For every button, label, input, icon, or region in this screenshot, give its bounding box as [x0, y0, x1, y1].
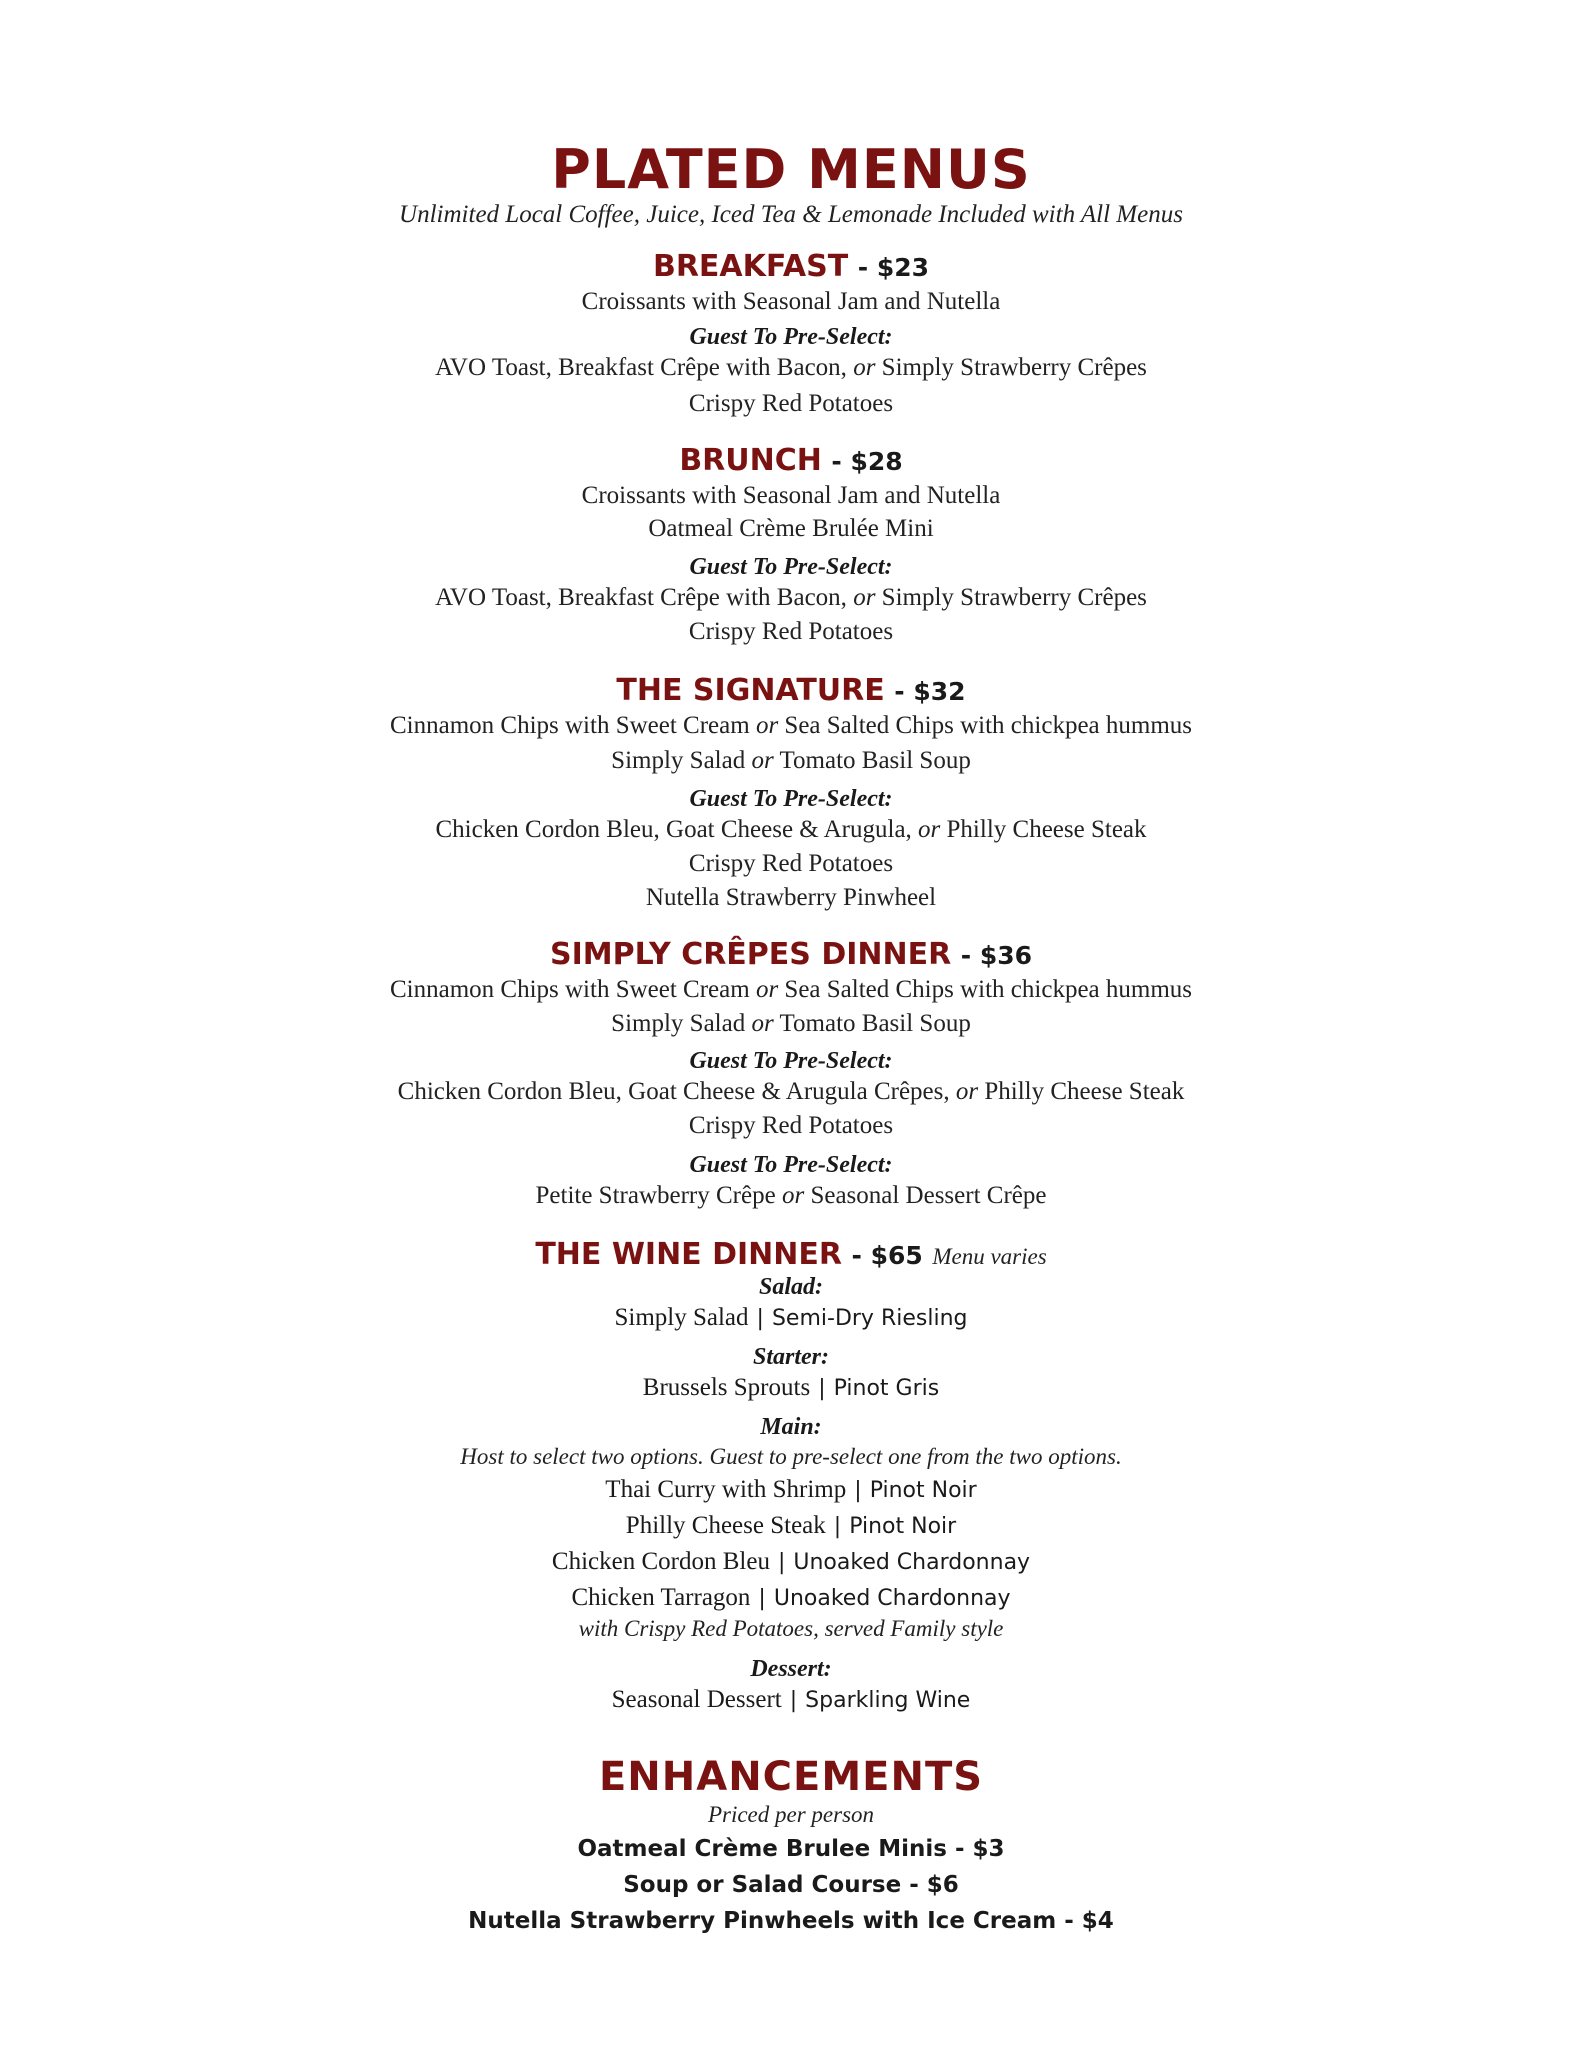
wine-main4-food: Chicken Tarragon — [571, 1584, 751, 1611]
wine-family-note: with Crispy Red Potatoes, served Family style — [578, 1616, 1004, 1641]
wine-main1-food: Thai Curry with Shrimp — [605, 1476, 847, 1503]
wine-dinner-name: THE WINE DINNER — [535, 1237, 842, 1272]
crepes-dinner-preselect2-label: Guest To Pre-Select: — [689, 1152, 893, 1178]
wine-main3-wine: Unoaked Chardonnay — [793, 1550, 1031, 1575]
signature-starter-b: Sea Salted Chips with chickpea hummus — [784, 712, 1193, 739]
wine-main4-sep: | — [758, 1586, 766, 1611]
breakfast-item-potatoes: Crispy Red Potatoes — [688, 390, 894, 417]
brunch-item-potatoes: Crispy Red Potatoes — [688, 618, 894, 645]
crepes-dinner-starter-or: or — [755, 976, 779, 1003]
crepes-dinner-preselect-label: Guest To Pre-Select: — [689, 1048, 893, 1074]
wine-starter-pairing — [0, 1372, 1582, 1407]
crepes-dinner-options — [0, 1076, 1582, 1108]
signature-starter — [0, 710, 1582, 742]
brunch-preselect-label: Guest To Pre-Select: — [689, 554, 893, 580]
crepes-dinner-item-potatoes: Crispy Red Potatoes — [688, 1112, 894, 1139]
wine-dessert-wine: Sparkling Wine — [805, 1688, 971, 1713]
signature-options-a: Chicken Cordon Bleu, Goat Cheese & Arugula, — [435, 816, 912, 843]
brunch-name: BRUNCH — [679, 443, 822, 478]
crepes-dinner-salad — [0, 1008, 1582, 1040]
wine-dessert-sep: | — [789, 1688, 798, 1713]
signature-options — [0, 814, 1582, 846]
crepes-dinner-salad-b: Tomato Basil Soup — [779, 1010, 971, 1037]
wine-main-label: Main: — [760, 1414, 822, 1440]
wine-main2-pairing — [0, 1510, 1582, 1545]
brunch-or: or — [853, 584, 876, 611]
signature-options-b: Philly Cheese Steak — [946, 816, 1147, 843]
wine-dinner-heading — [0, 1236, 1582, 1276]
crepes-dinner-salad-a: Simply Salad — [611, 1010, 746, 1037]
brunch-item-croissants: Croissants with Seasonal Jam and Nutella — [581, 482, 1001, 509]
crepes-dinner-options-a: Chicken Cordon Bleu, Goat Cheese & Arugula Crêpes, — [397, 1078, 950, 1105]
wine-main2-wine: Pinot Noir — [849, 1514, 957, 1539]
wine-salad-food: Simply Salad — [614, 1304, 749, 1331]
signature-preselect-label: Guest To Pre-Select: — [689, 786, 893, 812]
breakfast-price: - $23 — [857, 253, 930, 282]
enhancements-subtitle: Priced per person — [707, 1802, 875, 1827]
breakfast-item-croissants: Croissants with Seasonal Jam and Nutella — [581, 288, 1001, 315]
enhancement-item-pinwheels: Nutella Strawberry Pinwheels with Ice Cream - $4 — [468, 1908, 1114, 1934]
wine-main4-wine: Unoaked Chardonnay — [773, 1586, 1011, 1611]
wine-main3-pairing — [0, 1546, 1582, 1581]
enhancements-title: ENHANCEMENTS — [598, 1754, 984, 1800]
brunch-options — [0, 582, 1582, 614]
breakfast-options — [0, 352, 1582, 384]
signature-item-pinwheel: Nutella Strawberry Pinwheel — [645, 884, 937, 911]
enhancement-item-oatmeal: Oatmeal Crème Brulee Minis - $3 — [577, 1836, 1005, 1862]
signature-starter-or: or — [755, 712, 779, 739]
wine-main4-pairing — [0, 1582, 1582, 1617]
wine-dinner-price: - $65 — [851, 1241, 923, 1270]
breakfast-heading — [0, 248, 1582, 287]
wine-main1-sep: | — [854, 1478, 862, 1503]
wine-salad-wine: Semi-Dry Riesling — [771, 1306, 968, 1331]
signature-options-or: or — [918, 816, 941, 843]
wine-starter-food: Brussels Sprouts — [642, 1374, 811, 1401]
wine-dessert-pairing — [0, 1684, 1582, 1719]
wine-main1-wine: Pinot Noir — [869, 1478, 977, 1503]
breakfast-options-b: Simply Strawberry Crêpes — [881, 354, 1147, 381]
signature-price: - $32 — [894, 677, 966, 706]
wine-main3-food: Chicken Cordon Bleu — [551, 1548, 770, 1575]
wine-starter-wine: Pinot Gris — [833, 1376, 940, 1401]
signature-heading — [0, 672, 1582, 711]
wine-main-note: Host to select two options. Guest to pre-select one from the two options. — [460, 1444, 1122, 1469]
crepes-dinner-dessert-or: or — [781, 1182, 805, 1209]
brunch-options-b: Simply Strawberry Crêpes — [881, 584, 1147, 611]
wine-salad-pairing — [0, 1302, 1582, 1337]
page-subtitle: Unlimited Local Coffee, Juice, Iced Tea & Lemonade Included with All Menus — [399, 201, 1183, 228]
breakfast-name: BREAKFAST — [652, 249, 849, 284]
crepes-dinner-dessert-a: Petite Strawberry Crêpe — [535, 1182, 776, 1209]
brunch-item-oatmeal: Oatmeal Crème Brulée Mini — [648, 515, 934, 542]
crepes-dinner-starter-b: Sea Salted Chips with chickpea hummus — [784, 976, 1193, 1003]
wine-salad-label: Salad: — [758, 1274, 823, 1300]
signature-starter-a: Cinnamon Chips with Sweet Cream — [389, 712, 750, 739]
wine-main2-food: Philly Cheese Steak — [625, 1512, 826, 1539]
wine-dessert-food: Seasonal Dessert — [611, 1686, 782, 1713]
wine-starter-sep: | — [818, 1376, 826, 1401]
wine-dinner-price-note: Menu varies — [932, 1244, 1047, 1269]
crepes-dinner-heading — [0, 936, 1582, 975]
crepes-dinner-options-b: Philly Cheese Steak — [984, 1078, 1185, 1105]
signature-name: THE SIGNATURE — [616, 673, 885, 708]
wine-salad-sep: | — [756, 1306, 764, 1331]
brunch-heading — [0, 442, 1582, 481]
wine-main3-sep: | — [777, 1550, 786, 1575]
wine-main2-sep: | — [833, 1514, 842, 1539]
crepes-dinner-starter — [0, 974, 1582, 1006]
breakfast-or: or — [853, 354, 876, 381]
crepes-dinner-dessert-b: Seasonal Dessert Crêpe — [810, 1182, 1047, 1209]
signature-item-potatoes: Crispy Red Potatoes — [688, 850, 894, 877]
wine-main1-pairing — [0, 1474, 1582, 1509]
wine-starter-label: Starter: — [752, 1344, 829, 1370]
brunch-price: - $28 — [831, 447, 903, 476]
page-title: PLATED MENUS — [551, 138, 1031, 201]
signature-salad-b: Tomato Basil Soup — [779, 747, 971, 774]
signature-salad-a: Simply Salad — [611, 747, 746, 774]
crepes-dinner-options-or: or — [955, 1078, 979, 1105]
brunch-options-a: AVO Toast, Breakfast Crêpe with Bacon, — [435, 584, 847, 611]
wine-dessert-label: Dessert: — [750, 1656, 832, 1682]
crepes-dinner-dessert — [0, 1180, 1582, 1212]
crepes-dinner-name: SIMPLY CRÊPES DINNER — [549, 937, 952, 972]
breakfast-preselect-label: Guest To Pre-Select: — [689, 324, 893, 350]
breakfast-options-a: AVO Toast, Breakfast Crêpe with Bacon, — [435, 354, 847, 381]
crepes-dinner-price: - $36 — [960, 941, 1033, 970]
crepes-dinner-starter-a: Cinnamon Chips with Sweet Cream — [389, 976, 750, 1003]
signature-salad — [0, 745, 1582, 777]
crepes-dinner-salad-or: or — [751, 1010, 774, 1037]
signature-salad-or: or — [751, 747, 774, 774]
enhancement-item-soup-salad: Soup or Salad Course - $6 — [623, 1872, 959, 1898]
